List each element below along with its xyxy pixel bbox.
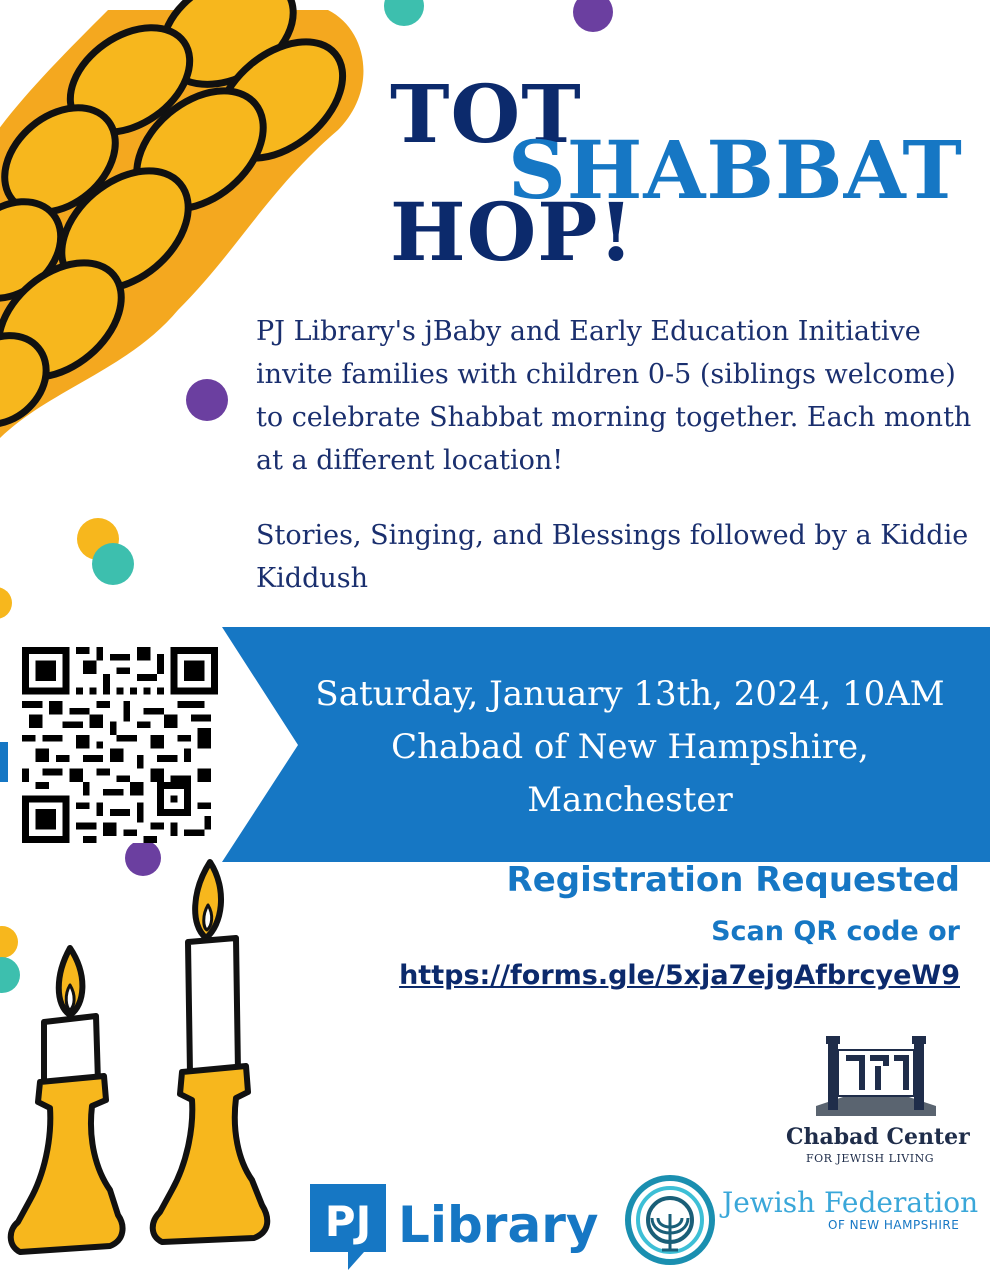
registration-link[interactable]: https://forms.gle/5xja7ejgAfbrcyeW9: [399, 960, 960, 991]
torah-scroll-icon: [806, 1036, 946, 1122]
pj-library-logo-text: Library: [398, 1196, 599, 1254]
chabad-center-logo-text: Chabad Center: [786, 1124, 970, 1150]
title-hop: HOP!: [390, 185, 635, 279]
pj-library-logo-mark: [304, 1184, 392, 1270]
registration-heading: Registration Requested: [506, 860, 960, 900]
event-date-time: Saturday, January 13th, 2024, 10AM: [315, 674, 945, 714]
pj-mark-text: PJ: [324, 1197, 372, 1246]
event-location-line1: Chabad of New Hampshire,: [391, 727, 869, 767]
jewish-federation-logo-text: Jewish Federation: [722, 1186, 979, 1219]
menorah-icon: [624, 1174, 716, 1266]
event-description: PJ Library's jBaby and Early Education Initiative invite families with children 0-5 (siblings welcome) to celebrate Shabbat morning together. Each month at a different location!: [256, 316, 972, 476]
title-tot: TOT: [390, 67, 582, 161]
qr-code-icon[interactable]: [22, 647, 218, 843]
event-details: [300, 668, 960, 827]
candle-icon: [11, 862, 268, 1252]
title-shabbat: SHABBAT: [508, 123, 963, 217]
chabad-center-logo-subtext: FOR JEWISH LIVING: [806, 1152, 934, 1165]
jewish-federation-logo-subtext: OF NEW HAMPSHIRE: [828, 1218, 960, 1232]
registration-instruction: Scan QR code or: [711, 916, 960, 947]
event-location-line2: Manchester: [527, 780, 733, 820]
event-activities: Stories, Singing, and Blessings followed by a Kiddie Kiddush: [256, 520, 969, 594]
